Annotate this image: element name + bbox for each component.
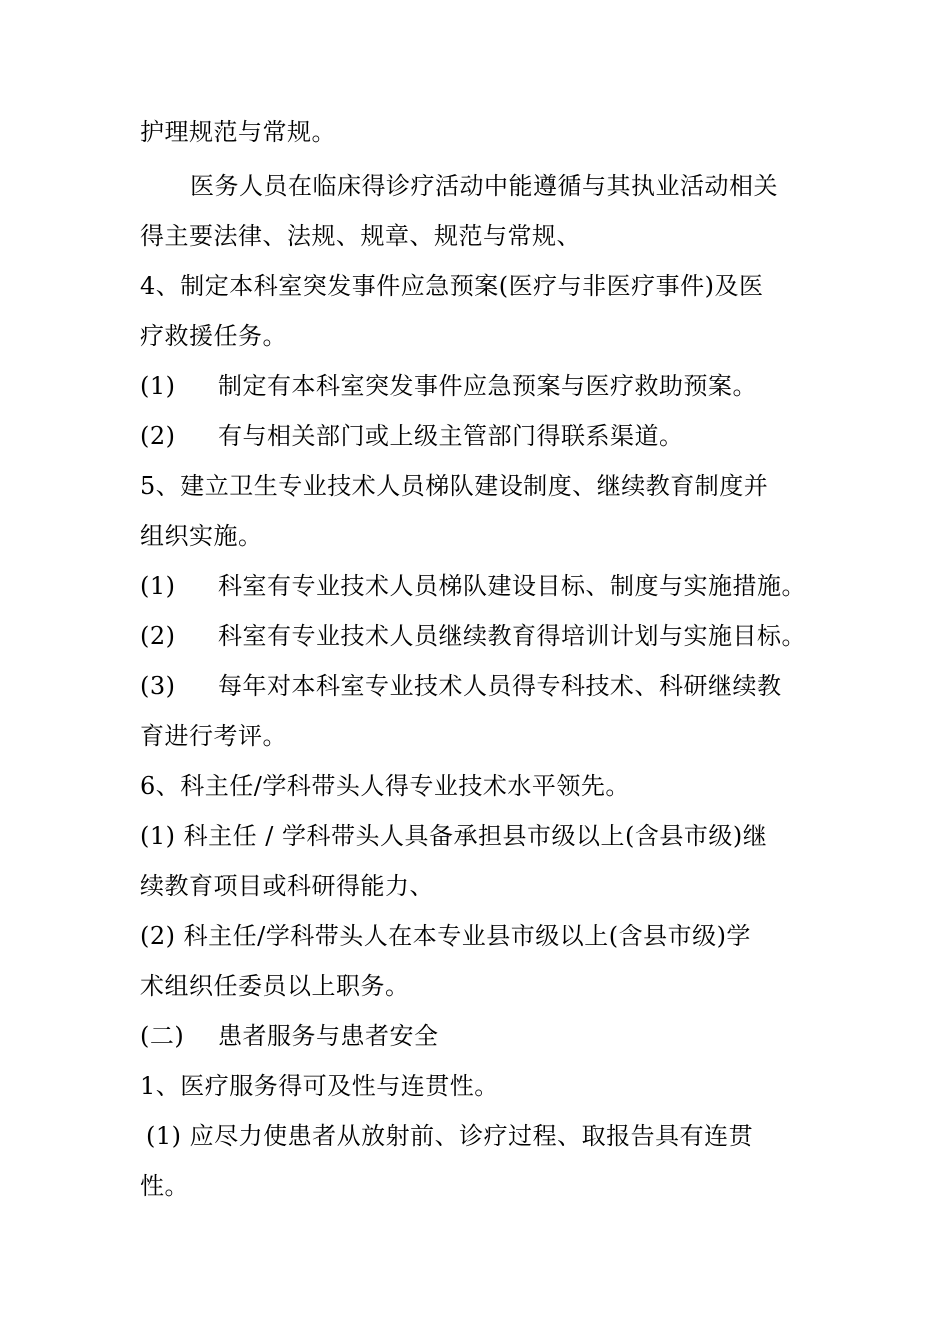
paragraph-line: 医务人员在临床得诊疗活动中能遵循与其执业活动相关 [190,172,778,200]
section-heading-6: 6、科主任/学科带头人得专业技术水平领先。 [140,772,630,800]
text-line: 性。 [140,1172,189,1200]
list-marker: (1) [140,372,176,400]
text-line: 续教育项目或科研得能力、 [140,872,434,900]
list-item-text: 制定有本科室突发事件应急预案与医疗救助预案。 [218,372,757,400]
section-heading-4: 4、制定本科室突发事件应急预案(医疗与非医疗事件)及医 [140,272,764,300]
list-item-text: 科室有专业技术人员继续教育得培训计划与实施目标。 [218,622,806,650]
list-marker: (2) [140,622,176,650]
list-item [140,420,684,452]
list-item [140,370,757,402]
text-line: 疗救援任务。 [140,322,287,350]
section-heading-5: 5、建立卫生专业技术人员梯队建设制度、继续教育制度并 [140,472,769,500]
section-marker: (二) [140,1022,185,1050]
list-item-text: 有与相关部门或上级主管部门得联系渠道。 [218,422,684,450]
subsection-heading-1: 1、医疗服务得可及性与连贯性。 [140,1072,499,1100]
text-line: 得主要法律、法规、规章、规范与常规、 [140,222,581,250]
text-line: 护理规范与常规。 [140,118,336,146]
list-item [140,570,806,602]
text-line: (1) 应尽力使患者从放射前、诊疗过程、取报告具有连贯 [146,1122,754,1150]
list-item [140,670,782,702]
section-title: 患者服务与患者安全 [218,1022,439,1050]
list-marker: (1) [140,572,176,600]
list-item [140,620,806,652]
text-line: 组织实施。 [140,522,263,550]
text-line: 育进行考评。 [140,722,287,750]
list-item-text: 每年对本科室专业技术人员得专科技术、科研继续教 [218,672,782,700]
list-item-text: 科室有专业技术人员梯队建设目标、制度与实施措施。 [218,572,806,600]
section-heading-2 [140,1020,439,1052]
text-line: (1) 科主任 / 学科带头人具备承担县市级以上(含县市级)继 [140,822,768,850]
text-line: 术组织任委员以上职务。 [140,972,410,1000]
list-marker: (3) [140,672,176,700]
list-marker: (2) [140,422,176,450]
text-line: (2) 科主任/学科带头人在本专业县市级以上(含县市级)学 [140,922,751,950]
